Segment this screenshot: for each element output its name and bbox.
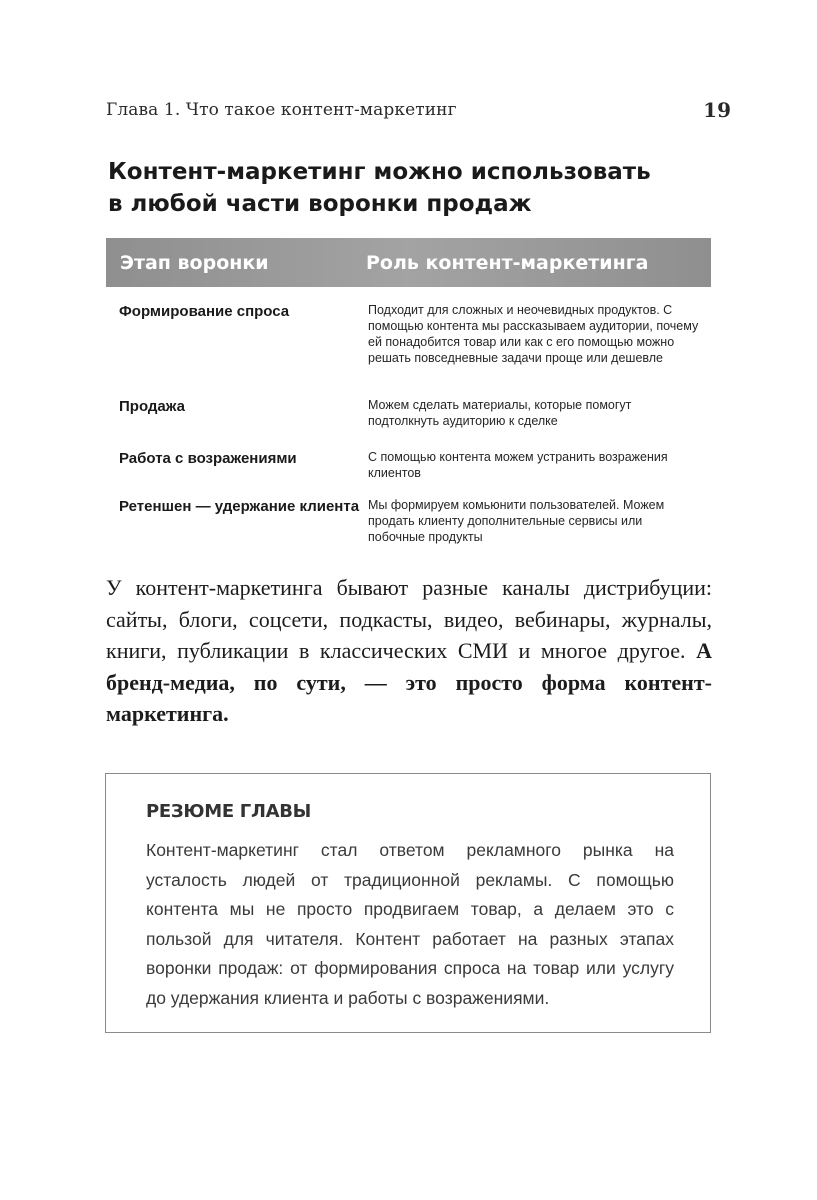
page-number: 19: [703, 98, 731, 122]
row-role-text: Можем сделать материалы, которые помогут подтолкнуть аудиторию к сделке: [368, 398, 632, 428]
column-header-role: Роль контент-маркетинга: [366, 251, 649, 274]
row-stage-label: Ретеншен — удержание клиента: [119, 498, 360, 515]
row-stage-label: Продажа: [119, 398, 185, 415]
funnel-table: [106, 238, 711, 544]
row-role-text: Мы формируем комьюнити пользователей. Можем продать клиенту дополнительные сервисы или побочные продукты: [368, 498, 665, 544]
chapter-summary-box: [105, 773, 711, 1033]
section-heading-line-2: в любой части воронки продаж: [108, 191, 532, 217]
table-row-retention: [106, 496, 711, 545]
row-stage-label: Работа с возражениями: [119, 450, 297, 467]
body-paragraph-regular: У контент-маркетинга бывают разные каналы дистрибуции: сайты, блоги, соцсети, подкасты, видео, вебинары, журналы, книги, публикации в классических СМИ и многое другое.: [106, 575, 712, 663]
body-paragraph-bold: А бренд-медиа, по сути, — это просто форма контент-маркетинга.: [106, 638, 713, 726]
table-row-objections: [106, 448, 711, 481]
summary-title: РЕЗЮМЕ ГЛАВЫ: [146, 801, 312, 822]
running-header: [106, 96, 731, 124]
section-heading-line-1: Контент-маркетинг можно использовать: [108, 159, 651, 185]
table-row-demand: [106, 301, 711, 366]
column-header-stage: Этап воронки: [120, 251, 269, 274]
body-paragraph: [106, 572, 712, 730]
section-heading: [108, 156, 728, 220]
table-header: [106, 238, 711, 287]
row-role-text: С помощью контента можем устранить возражения клиентов: [368, 450, 668, 480]
table-row-sale: [106, 396, 711, 429]
summary-text: Контент-маркетинг стал ответом рекламного рынка на усталость людей от традиционной рекламы. С помощью контента мы не просто продвигаем товар, а делаем это с пользой для читателя. Контент работает на разных этапах воронки продаж: от формирования спроса на товар или услугу до удержания клиента и работы с возражениями.: [146, 840, 674, 1008]
chapter-title: Глава 1. Что такое контент-маркетинг: [106, 100, 457, 120]
row-stage-label: Формирование спроса: [119, 303, 290, 320]
row-role-text: Подходит для сложных и неочевидных продуктов. С помощью контента мы рассказываем аудитории, почему ей понадобится товар или как с его помощью можно решать повседневные задачи проще или дешевле: [368, 303, 699, 365]
